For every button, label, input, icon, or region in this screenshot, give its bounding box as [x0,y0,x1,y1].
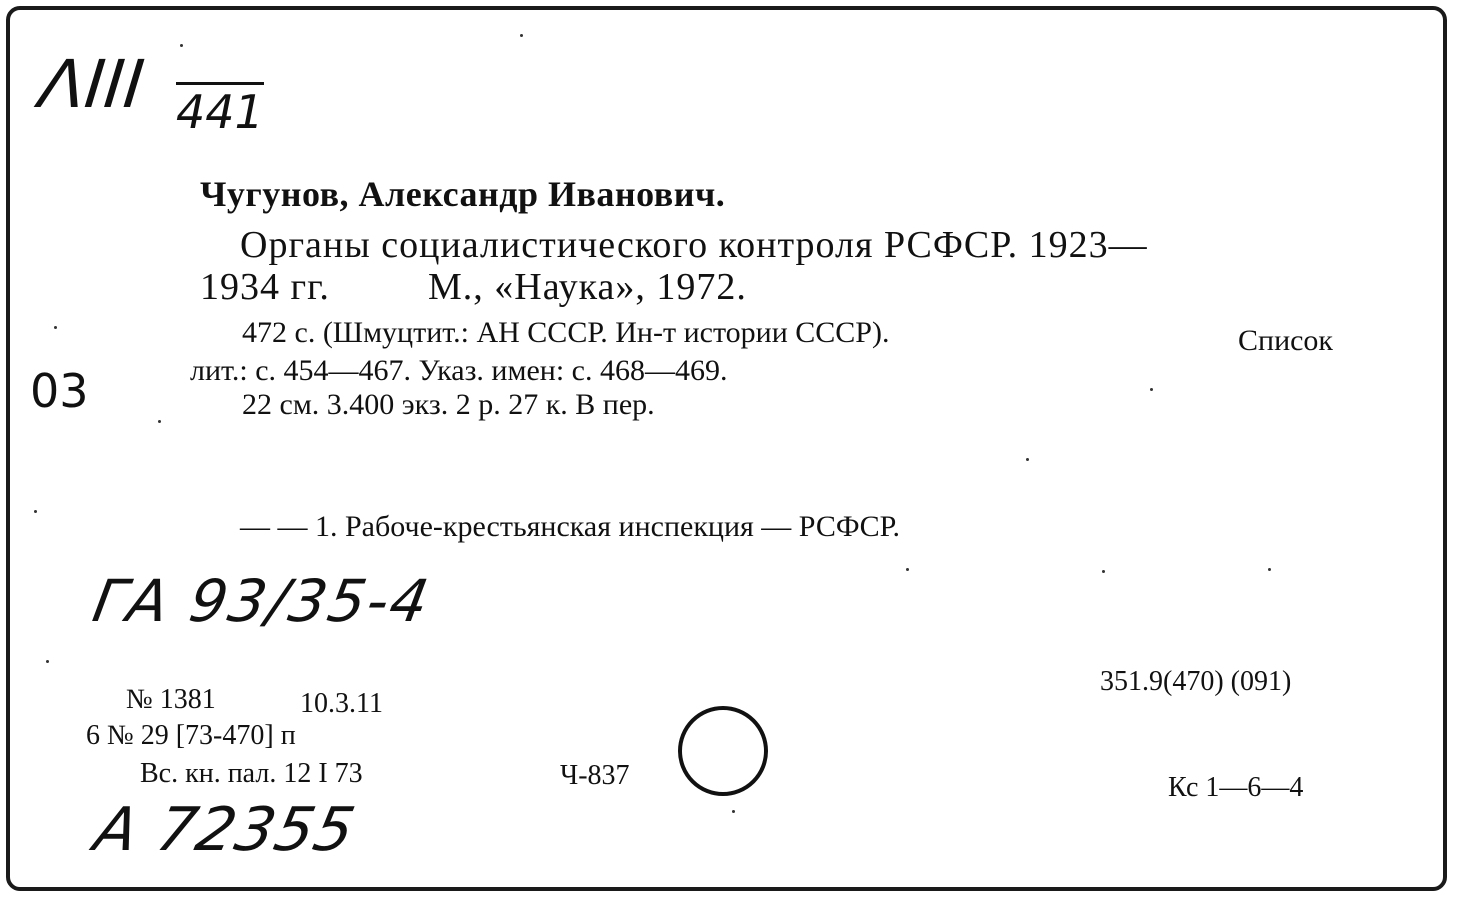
order-line: 6 № 29 [73-470] п [86,720,296,751]
scan-speck [54,326,57,329]
scan-speck [1268,568,1271,571]
handwritten-shelf-number: 441 [176,82,264,135]
title-line-2: 1934 гг. [200,266,330,308]
scan-speck [732,810,735,813]
scan-speck [520,34,523,37]
handwritten-shelf-code: ΛIII [36,46,148,123]
collation-line-1-end: Список [1238,324,1334,357]
scan-speck [906,568,909,571]
handwritten-bottom-code: А 72355 [88,795,362,865]
record-date: 10.3.11 [300,688,383,719]
scan-speck [1102,570,1105,573]
scan-speck [1150,388,1153,391]
author-heading: Чугунов, Александр Иванович. [200,174,726,214]
title-line-1: Органы социалистического контроля РСФСР. 1923— [240,224,1148,266]
imprint: М., «Наука», 1972. [428,266,747,308]
subject-heading: — — 1. Рабоче-крестьянская инспекция — РСФСР. [240,510,901,543]
handwritten-middle-code: ГА 93/35-4 [88,567,436,635]
book-chamber-line: Вс. кн. пал. 12 I 73 [140,758,363,789]
circle-stamp [678,706,768,796]
handwritten-margin-code: 03 [30,364,89,418]
author-mark: Ч-837 [560,760,630,791]
scan-speck [1026,458,1029,461]
scan-speck [34,510,37,513]
classification-index: 351.9(470) (091) [1100,666,1292,697]
collation-line-2: лит.: с. 454—467. Указ. имен: с. 468—469. [190,354,728,387]
record-number: № 1381 [126,684,216,715]
collation-line-1: 472 с. (Шмуцтит.: АН СССР. Ин-т истории СССР). [242,316,890,349]
card-code: Кс 1—6—4 [1168,772,1304,803]
scan-speck [46,660,49,663]
physical-description: 22 см. 3.400 экз. 2 р. 27 к. В пер. [242,388,655,421]
scan-speck [158,420,161,423]
scan-speck [180,44,183,47]
